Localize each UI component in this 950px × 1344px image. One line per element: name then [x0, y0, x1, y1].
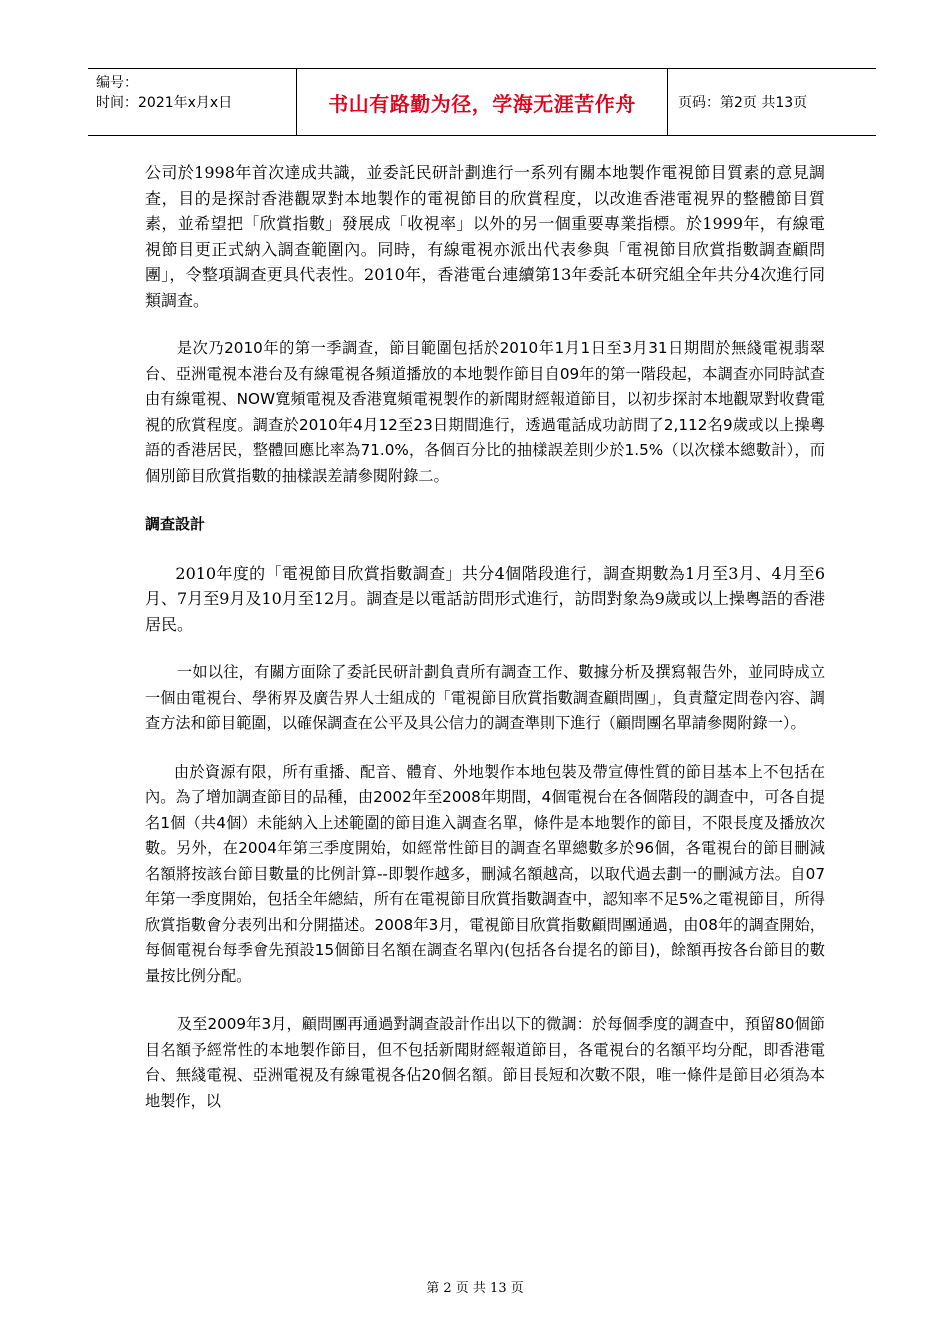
section-heading-survey-design: 調查設計: [145, 515, 206, 533]
header-motto: 书山有路勤为径，学海无涯苦作舟: [296, 69, 668, 135]
paragraph-survey-periods: 2010年度的「電視節目欣賞指數調查」共分4個階段進行，調查期數為1月至3月、4月至6月、7月至9月及10月至12月。調查是以電話訪問形式進行，訪問對象為9歲或以上操粵語的香港居民。: [145, 563, 825, 634]
paragraph-program-scope: 由於資源有限，所有重播、配音、體育、外地製作本地包裝及帶宣傳性質的節目基本上不包括在內。為了增加調查節目的品種，由2002年至2008年期間，4個電視台在各個階段的調查中，可各自提名1個（共4個）未能納入上述範圍的節目進入調查名單，條件是本地製作的節目，不限長度及播放次數。另外，在2004年第三季度開始，如經常性節目的調查名單總數多於96個，各電視台的節目刪減名額將按該台節目數量的比例計算--即製作越多，刪減名額越高，以取代過去劃一的刪減方法。自07年第一季度開始，包括全年總結，所有在電視節目欣賞指數調查中，認知率不足5%之電視節目，所得欣賞指數會分表列出和分開描述。2008年3月，電視節目欣賞指數顧問團通過，由08年的調查開始，每個電視台每季會先預設15個節目名額在調查名單內(包括各台提名的節目)，餘額再按各台節目的數量按比例分配。: [145, 762, 825, 985]
paragraph-intro: 公司於1998年首次達成共識，並委託民研計劃進行一系列有關本地製作電視節目質素的意見調查，目的是探討香港觀眾對本地製作的電視節目的欣賞程度，以改進香港電視界的整體節目質素，並希望把「欣賞指數」發展成「收視率」以外的另一個重要專業指標。於1999年，有線電視節目更正式納入調查範圍內。同時，有線電視亦派出代表參與「電視節目欣賞指數調查顧問團」，令整項調查更具代表性。2010年，香港電台連續第13年委託本研究組全年共分4次進行同類調查。: [145, 163, 825, 310]
header-page-info: 页码：第2页 共13页: [678, 95, 808, 111]
page-footer: 第 2 页 共 13 页: [426, 1281, 524, 1296]
paragraph-2009-adjustment: 及至2009年3月，顧問團再通過對調查設計作出以下的微調：於每個季度的調查中，預留80個節目名額予經常性的本地製作節目，但不包括新聞財經報道節目，各電視台的名額平均分配，即香港電台、無綫電視、亞洲電視及有線電視各佔20個名額。節目長短和次數不限，唯一條件是節目必須為本地製作，以: [145, 1015, 825, 1110]
header-number-label: 编号：: [96, 75, 138, 91]
page-header: [88, 68, 876, 136]
paragraph-survey-scope: 是次乃2010年的第一季調查，節目範圍包括於2010年1月1日至3月31日期間於無綫電視翡翠台、亞洲電視本港台及有線電視各頻道播放的本地製作節目自09年的第一階段起，本調查亦同時試查由有線電視、NOW寬頻電視及香港寬頻電視製作的新聞財經報道節目，以初步探討本地觀眾對收費電視的欣賞程度。調查於2010年4月12至23日期間進行，透過電話成功訪問了2,112名9歲或以上操粵語的香港居民，整體回應比率為71.0%，各個百分比的抽樣誤差則少於1.5%（以次樣本總數計），而個別節目欣賞指數的抽樣誤差請參閱附錄二。: [145, 339, 825, 485]
header-meta: [88, 69, 296, 135]
paragraph-advisory-panel: 一如以往，有關方面除了委託民研計劃負責所有調查工作、數據分析及撰寫報告外，並同時成立一個由電視台、學術界及廣告界人士組成的「電視節目欣賞指數調查顧問團」，負責釐定問卷內容、調查方法和節目範圍，以確保調查在公平及具公信力的調查準則下進行（顧問團名單請參閱附錄一）。: [145, 663, 825, 732]
document-body: [145, 160, 825, 1137]
header-time-label: 时间：2021年x月x日: [96, 95, 233, 111]
